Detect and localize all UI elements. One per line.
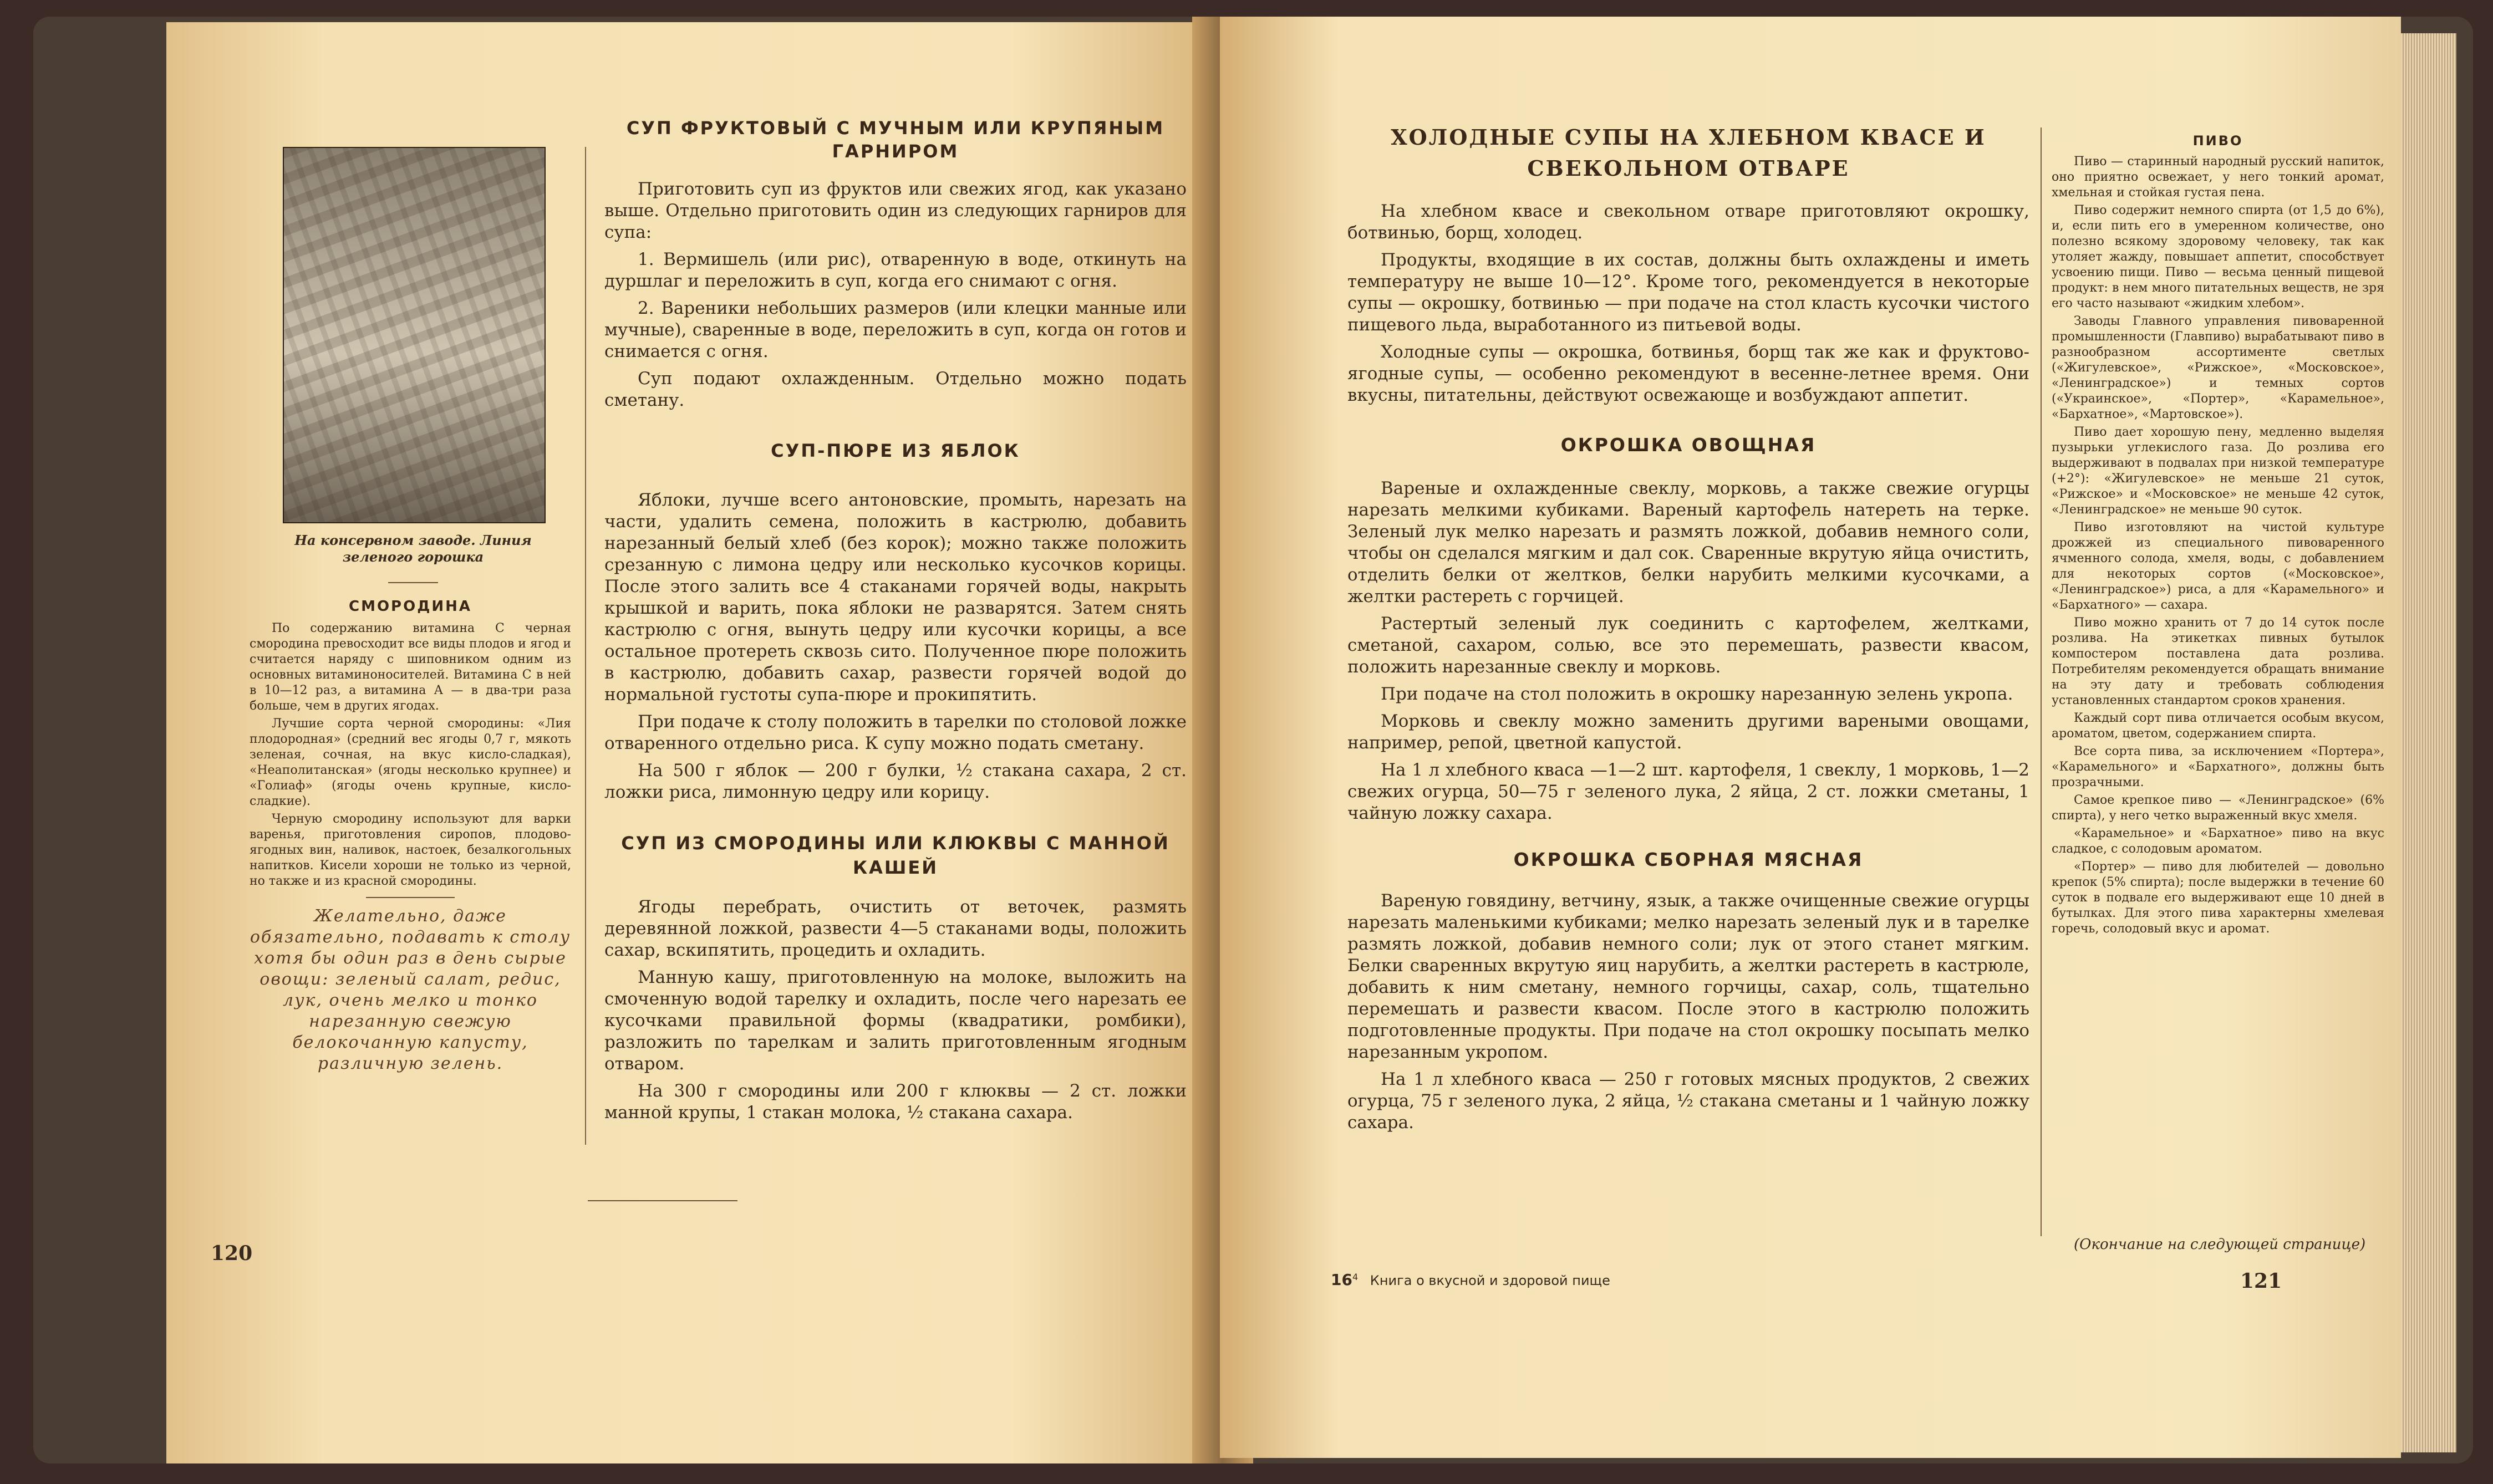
divider (588, 1200, 737, 1201)
paragraph: При подаче к столу положить в тарелки по столовой ложке отваренного отдельно риса. К супу можно подать сметану. (604, 712, 1187, 753)
sidebar-paragraph: Пиво изготовляют на чистой культуре дрожжей из специального пивоваренного ячменного солода, хмеля, воды, с добавлением для некоторых сортов («Московское», «Ленинградское») риса, а для «Карамельного» и «Бархатного» — сахара. (2052, 521, 2384, 612)
paragraph: Вареные и охлажденные свеклу, морковь, а также свежие огурцы нарезать мелкими кубиками. Вареный картофель натереть на терке. Зеленый лук мелко нарезать и размять ложкой, добавив немного соли, чтобы он сделался мягким и дал сок. Сваренные вкрутую яйца очистить, отделить белки от желтков, белки нарубить мелкими кусочками, а желтки растереть с горчицей. (1347, 478, 2029, 606)
paragraph: Растертый зеленый лук соединить с картофелем, желтками, сметаной, сахаром, солью, все это перемешать, развести квасом, положить нарезанные свеклу и морковь. (1347, 614, 2029, 677)
paragraph: 2. Вареники небольших размеров (или клецки манные или мучные), сваренные в воде, переложить в суп, когда он готов и снимается с огня. (604, 298, 1187, 361)
paragraph: На 500 г яблок — 200 г булки, ½ стакана сахара, 2 ст. ложки риса, лимонную цедру или корицу. (604, 761, 1187, 802)
sidebar-paragraph: По содержанию витамина С черная смородина превосходит все виды плодов и ягод и считается наряду с шиповником одним из основных витаминоносителей. Витамина С в ней в 10—12 раз, а витамина А — в два-три раза больше, чем в других ягодах. (250, 621, 571, 713)
section-title: СУП ФРУКТОВЫЙ С МУЧНЫМ ИЛИ КРУПЯНЫМ ГАРНИРОМ (626, 118, 1165, 162)
paragraph: На 300 г смородины или 200 г клюквы — 2 ст. ложки манной крупы, 1 стакан молока, ½ стакана сахара. (604, 1081, 1187, 1123)
paragraph: 1. Вермишель (или рис), отваренную в воде, откинуть на дуршлаг и переложить в суп, когда его снимают с огня. (604, 249, 1187, 291)
footer-book-title: Книга о вкусной и здоровой пище (1370, 1273, 1610, 1288)
paragraph: Морковь и свеклу можно заменить другими вареными овощами, например, репой, цветной капустой. (1347, 711, 2029, 753)
paragraph: Продукты, входящие в их состав, должны быть охлаждены и иметь температуру не выше 10—12°. Кроме того, рекомендуется в некоторые супы — окрошку, ботвинью — при подаче на стол класть кусочки чистого пищевого льда, выработанного из питьевой воды. (1347, 250, 2029, 335)
paragraph: При подаче на стол положить в окрошку нарезанную зелень укропа. (1381, 684, 2013, 704)
paragraph: Яблоки, лучше всего антоновские, промыть, нарезать на части, удалить семена, положить в кастрюлю, добавить нарезанный белый хлеб (без корок); можно также положить срезанную с лимона цедру или несколько кусочков корицы. После этого залить все 4 стаканами горячей воды, накрыть крышкой и варить, пока яблоки не разварятся. Затем снять кастрюлю с огня, вынуть цедру или кусочки корицы, а все остальное протереть сквозь сито. Полученное пюре положить в кастрюлю, добавить сахар, развести горячей водой до нормальной густоты супа-пюре и прокипятить. (604, 490, 1187, 705)
left-main-column (604, 116, 1187, 1129)
divider (366, 897, 455, 898)
section-title: ОКРОШКА ОВОЩНАЯ (1560, 434, 1817, 456)
sidebar-note: Желательно, даже обязательно, подавать к столу хотя бы один раз в день сырые овощи: зеленый салат, редис, лук, очень мелко и тонко нарезанную свежую белокочанную капусту, различную зелень. (250, 906, 571, 1073)
column-rule (585, 147, 586, 1145)
paragraph: Манную кашу, приготовленную на молоке, выложить на смоченную водой тарелку и охладить, после чего нарезать ее кусочками правильной формы (квадратики, ромбики), разложить по тарелкам и залить приготовленным ягодным отваром. (604, 967, 1187, 1074)
sidebar-currant (250, 599, 571, 1074)
paragraph: На хлебном квасе и свекольном отваре приготовляют окрошку, ботвинью, борщ, холодец. (1347, 201, 2029, 243)
sidebar-title: СМОРОДИНА (348, 598, 472, 615)
page-footer (1331, 1271, 1610, 1289)
column-rule (2041, 128, 2042, 1236)
divider (388, 582, 438, 583)
right-main-column (1347, 122, 2029, 1139)
paragraph: На 1 л хлебного кваса — 250 г готовых мясных продуктов, 2 свежих огурца, 75 г зеленого лука, 2 яйца, ½ стакана сметаны и 1 чайную ложку сахара. (1347, 1069, 2029, 1133)
sidebar-paragraph: Черную смородину используют для варки варенья, приготовления сиропов, плодово-ягодных вин, наливок, настоек, безалкогольных напитков. Кисели хороши не только из черной, но также и из красной смородины. (250, 812, 571, 888)
sidebar-title: ПИВО (2192, 133, 2243, 149)
sidebar-paragraph: «Портер» — пиво для любителей — довольно крепок (5% спирта); после выдержки в течение 60 суток в подвале его выдерживают еще 10 дней в бутылках. Для этого пива характерны хмелевая горечь, солодовый вкус и аромат. (2052, 860, 2384, 936)
photo-caption: На консервном заводе. Линия зеленого горошка (294, 532, 532, 565)
page-number: 120 (211, 1242, 253, 1265)
signature-sup: 4 (1352, 1272, 1359, 1282)
section-title: СУП ИЗ СМОРОДИНЫ ИЛИ КЛЮКВЫ С МАННОЙ КАШЕЙ (621, 833, 1170, 878)
section-title: ХОЛОДНЫЕ СУПЫ НА ХЛЕБНОМ КВАСЕ И СВЕКОЛЬНОМ ОТВАРЕ (1391, 125, 1986, 181)
sidebar-paragraph: Лучшие сорта черной смородины: «Лия плодородная» (средний вес ягоды 0,7 г, мякоть зеленая, сочная, на вкус кисло-сладкая), «Неаполитанская» (ягоды несколько крупнее) и «Голиаф» (ягоды очень крупные, кисло-сладкие). (250, 717, 571, 808)
sidebar-paragraph: Пиво можно хранить от 7 до 14 суток после розлива. На этикетках пивных бутылок компостером поставлена дата розлива. Потребителям рекомендуется обращать внимание на эту дату и требовать соблюдения установленных стандартом сроков хранения. (2052, 616, 2384, 707)
sidebar-paragraph: Самое крепкое пиво — «Ленинградское» (6% спирта), у него четко выраженный вкус хмеля. (2052, 793, 2384, 823)
paragraph: Ягоды перебрать, очистить от веточек, размять деревянной ложкой, развести 4—5 стаканами воды, положить сахар, вскипятить, процедить и охладить. (604, 897, 1187, 960)
sidebar-paragraph: Пиво дает хорошую пену, медленно выделяя пузырьки углекислого газа. До розлива его выдерживают в подвалах при низкой температуре (+2°): «Жигулевское» не меньше 21 суток, «Рижское» и «Московское» не меньше 42 суток, «Ленинградское» не меньше 90 суток. (2052, 425, 2384, 517)
sidebar-paragraph: Каждый сорт пива отличается особым вкусом, ароматом, цветом, содержанием спирта. (2052, 711, 2384, 741)
paragraph: Суп подают охлажденным. Отдельно можно подать сметану. (604, 369, 1187, 410)
sidebar-paragraph: Все сорта пива, за исключением «Портера», «Карамельного» и «Бархатного», должны быть прозрачными. (2052, 744, 2384, 789)
sidebar-beer (2052, 133, 2384, 939)
section-title: ОКРОШКА СБОРНАЯ МЯСНАЯ (1513, 849, 1864, 870)
factory-photo (283, 147, 546, 523)
section-title: СУП-ПЮРЕ ИЗ ЯБЛОК (771, 440, 1020, 461)
sidebar-paragraph: Пиво — старинный народный русский напиток, оно приятно освежает, у него тонкий аромат, хмельная и стойкая густая пена. (2052, 155, 2384, 200)
paragraph: Вареную говядину, ветчину, язык, а также очищенные свежие огурцы нарезать маленькими кубиками; мелко нарезать зеленый лук и в тарелке размять ложкой, добавив немного соли; лук от этого станет мягким. Белки сваренных вкрутую яиц нарубить, а желтки растереть в кастрюле, добавить к ним сметану, немного горчицы, сахар, соль, тщательно перемешать и развести квасом. После этого в кастрюлю положить подготовленные продукты. При подаче на стол окрошку посыпать мелко нарезанным укропом. (1347, 891, 2029, 1062)
signature-mark: 16 (1331, 1271, 1352, 1289)
page-number: 121 (2240, 1269, 2282, 1293)
paragraph: Приготовить суп из фруктов или свежих ягод, как указано выше. Отдельно приготовить один из следующих гарниров для супа: (604, 179, 1187, 242)
sidebar-paragraph: Пиво содержит немного спирта (от 1,5 до 6%), и, если пить его в умеренном количестве, оно полезно всякому здоровому человеку, так как утоляет жажду, повышает аппетит, способствует усвоению пищи. Пиво — весьма ценный пищевой продукт: в нем много питательных веществ, не зря его часто называют «жидким хлебом». (2052, 203, 2384, 310)
left-page (166, 22, 1220, 1463)
paragraph: Холодные супы — окрошка, ботвинья, борщ так же как и фруктово-ягодные супы, — особенно рекомендуют в весенне-летнее время. Они вкусны, питательны, действуют освежающе и возбуждают аппетит. (1347, 342, 2029, 405)
continuation-note: (Окончание на следующей странице) (2074, 1236, 2366, 1253)
sidebar-paragraph: Заводы Главного управления пивоваренной промышленности (Главпиво) вырабатывают пиво в разнообразном ассортименте светлых («Жигулевское», «Рижское», «Московское», «Ленинградское») и темных сортов («Украинское», «Портер», «Карамельное», «Бархатное», «Мартовское»). (2052, 314, 2384, 421)
right-page (1220, 17, 2401, 1458)
sidebar-paragraph: «Карамельное» и «Бархатное» пиво на вкус сладкое, с солодовым ароматом. (2052, 827, 2384, 856)
paragraph: На 1 л хлебного кваса —1—2 шт. картофеля, 1 свеклу, 1 морковь, 1—2 свежих огурца, 50—75 г зеленого лука, 2 яйца, 2 ст. ложки сметаны, 1 чайную ложку сахара. (1347, 760, 2029, 823)
